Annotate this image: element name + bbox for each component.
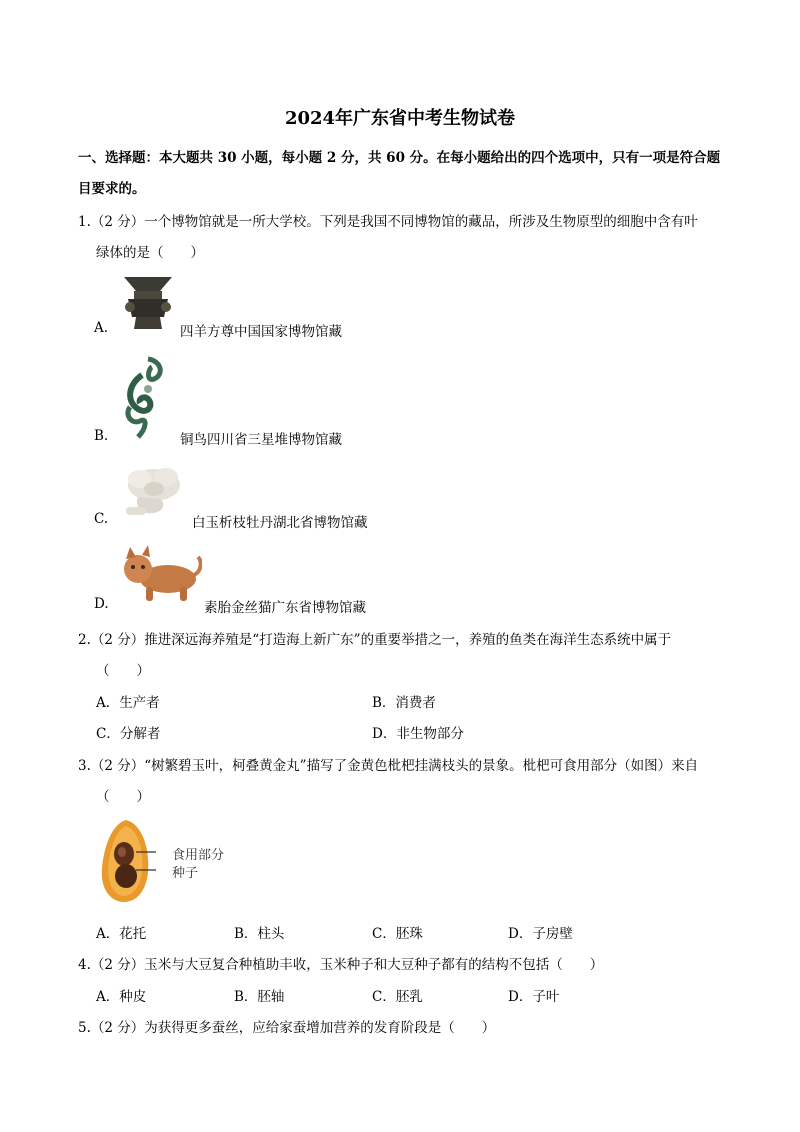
q1-option-b-text: 铜鸟四川省三星堆博物馆藏 <box>180 432 342 448</box>
q4-option-c-text: 胚乳 <box>395 989 423 1005</box>
page-title: 2024年广东省中考生物试卷 <box>284 108 516 129</box>
question-1-stem-cont: 绿体的是（ ） <box>96 245 204 261</box>
question-1-stem: 1.（2 分）一个博物馆就是一所大学校。下列是我国不同博物馆的藏品，所涉及生物原型的细胞中含有叶 <box>78 214 698 230</box>
q1-option-a-text: 四羊方尊中国国家博物馆藏 <box>180 324 342 340</box>
section-heading-line1: 一、选择题：本大题共 30 小题，每小题 2 分，共 60 分。在每小题给出的四个选项中，只有一项是符合题 <box>78 150 721 166</box>
ceramic-cat-image <box>118 545 202 605</box>
q4-option-b-label: B． <box>234 989 258 1005</box>
q1-option-c-text: 白玉析枝牡丹湖北省博物馆藏 <box>192 515 368 531</box>
q1-option-b-label: B. <box>94 428 109 444</box>
q4-option-d-text: 子叶 <box>532 989 560 1005</box>
question-3-stem: 3.（2 分）“树繁碧玉叶，柯叠黄金丸”描写了金黄色枇杷挂满枝头的景象。枇杷可食用部分（如图）来自 <box>78 758 699 774</box>
bronze-bird-image <box>118 355 174 443</box>
q2-option-c-text: 分解者 <box>119 726 161 742</box>
q2-option-c <box>96 722 160 742</box>
question-2-stem-cont: （ ） <box>96 663 150 679</box>
q3-option-c <box>372 922 423 942</box>
q2-option-a-text: 生产者 <box>119 695 160 711</box>
q2-option-b-text: 消费者 <box>395 695 436 711</box>
q3-option-a <box>96 922 146 942</box>
q4-option-a-label: A． <box>96 989 120 1005</box>
figure-label-edible-part: 食用部分 <box>172 848 225 863</box>
q2-option-d <box>372 722 464 742</box>
q1-option-c-label: C. <box>94 511 109 527</box>
q4-option-a <box>96 985 146 1005</box>
question-4-stem: 4.（2 分）玉米与大豆复合种植助丰收，玉米种子和大豆种子都有的结构不包括（ ） <box>78 957 604 973</box>
q2-option-b-label: B． <box>372 695 396 711</box>
question-3-stem-cont: （ ） <box>96 789 150 805</box>
q2-option-b <box>372 691 436 711</box>
jade-peony-image <box>118 463 190 523</box>
q3-option-b <box>234 922 284 942</box>
q2-option-a <box>96 691 160 711</box>
figure-label-seed: 种子 <box>172 866 199 881</box>
q4-option-d-label: D． <box>508 989 533 1005</box>
q2-option-d-text: 非生物部分 <box>396 726 464 742</box>
q3-option-c-text: 胚珠 <box>395 926 423 942</box>
q1-option-a-label: A. <box>94 320 109 336</box>
q3-option-a-label: A． <box>96 926 120 942</box>
q3-option-d-text: 子房壁 <box>532 926 573 942</box>
q2-option-d-label: D． <box>372 726 397 742</box>
q1-option-d-text: 素胎金丝猫广东省博物馆藏 <box>204 600 366 616</box>
q3-option-d <box>508 922 573 942</box>
q4-option-c <box>372 985 423 1005</box>
section-heading-line2: 目要求的。 <box>78 181 146 197</box>
q3-option-c-label: C． <box>372 926 396 942</box>
q3-option-b-label: B． <box>234 926 258 942</box>
q3-option-d-label: D． <box>508 926 533 942</box>
bronze-vessel-image <box>118 273 178 333</box>
q3-option-a-text: 花托 <box>119 926 147 942</box>
q4-option-d <box>508 985 559 1005</box>
q4-option-b <box>234 985 284 1005</box>
q2-option-c-label: C． <box>96 726 120 742</box>
question-2-stem: 2.（2 分）推进深远海养殖是“打造海上新广东”的重要举措之一，养殖的鱼类在海洋生态系统中属于 <box>78 632 672 648</box>
q4-option-c-label: C． <box>372 989 396 1005</box>
q2-option-a-label: A． <box>96 695 120 711</box>
loquat-cross-section-image <box>96 818 156 904</box>
q3-option-b-text: 柱头 <box>257 926 285 942</box>
question-5-stem: 5.（2 分）为获得更多蚕丝，应给家蚕增加营养的发育阶段是（ ） <box>78 1020 496 1036</box>
q4-option-a-text: 种皮 <box>119 989 147 1005</box>
q1-option-d-label: D. <box>94 596 109 612</box>
q4-option-b-text: 胚轴 <box>257 989 285 1005</box>
